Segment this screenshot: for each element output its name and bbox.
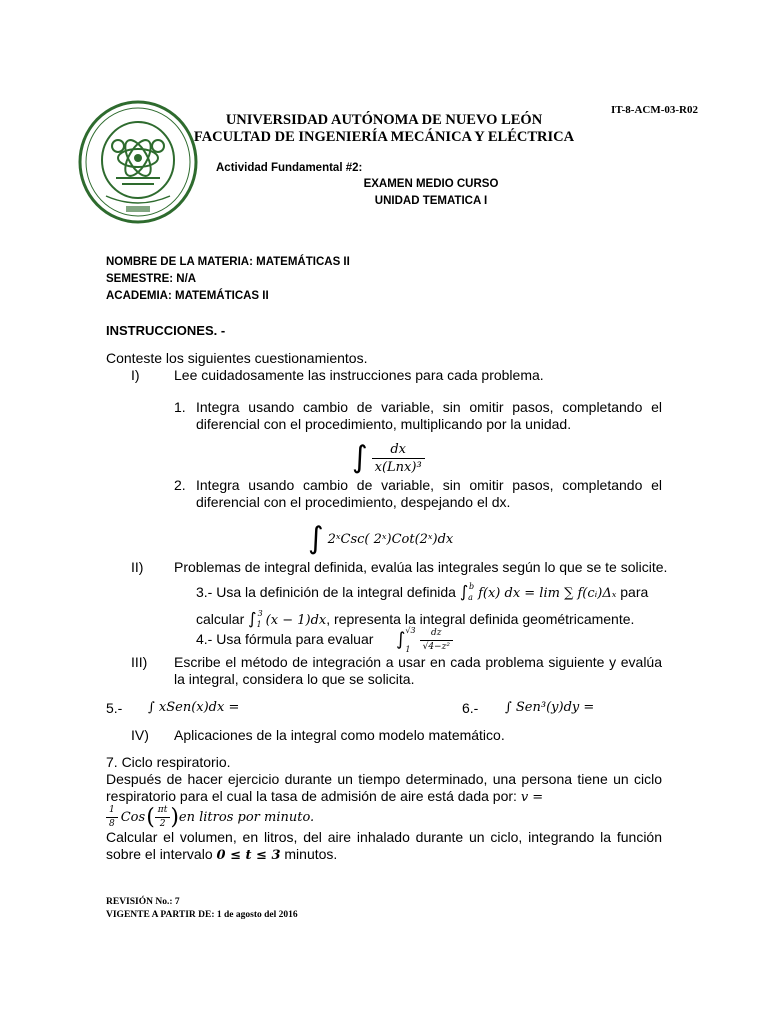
exam-title: EXAMEN MEDIO CURSO — [363, 178, 499, 190]
argument-denominator: 2 — [159, 818, 166, 829]
problem-6-number: 6.- — [462, 700, 479, 716]
university-name: UNIVERSIDAD AUTÓNOMA DE NUEVO LEÓN — [225, 112, 543, 128]
problem-7-v-equals: v = — [520, 790, 544, 805]
integral-upper-bound: b — [468, 582, 475, 591]
section-2-numeral: II) — [131, 559, 144, 575]
problem-1-integral — [352, 438, 425, 478]
problem-4-bounds — [405, 626, 415, 654]
problem-7-title: 7. Ciclo respiratorio. — [106, 754, 231, 770]
problem-2-number: 2. — [174, 477, 186, 493]
integral-sign: ∫ — [248, 609, 257, 628]
unit-title: UNIDAD TEMATICA I — [374, 195, 488, 207]
revision-number: REVISIÓN No.: 7 — [106, 897, 180, 907]
coefficient-fraction — [106, 806, 118, 829]
integral-upper-bound: √3 — [405, 626, 416, 635]
document-code: IT-8-ACM-03-R02 — [611, 104, 698, 116]
valid-from-date: VIGENTE A PARTIR DE: 1 de agosto del 2016 — [106, 910, 298, 920]
coefficient-numerator: 1 — [106, 806, 118, 818]
integral-lower-bound: 1 — [405, 645, 411, 654]
problem-7-description: Después de hacer ejercicio durante un tiempo determinado, una persona tiene un ciclo respiratorio para el cual la tasa de admisión de aire está dada por: — [106, 771, 662, 804]
instructions-intro: Conteste los siguientes cuestionamientos. — [106, 350, 368, 366]
academy: ACADEMIA: MATEMÁTICAS II — [106, 290, 269, 302]
problem-5-number: 5.- — [106, 700, 123, 716]
rate-units: en litros por minuto. — [178, 809, 315, 825]
integral-sign: ∫ — [352, 440, 368, 475]
integral-lower-bound: a — [468, 593, 473, 602]
section-3-text: Escribe el método de integración a usar en cada problema siguiente y evalúa la integral, considera lo que se solicita. — [174, 654, 662, 687]
definite-integral-definition: f(x) dx = lim ∑ f(cᵢ)Δₓ — [478, 586, 617, 601]
problem-2-integral — [308, 521, 454, 556]
subject-name: NOMBRE DE LA MATERIA: MATEMÁTICAS II — [106, 256, 350, 268]
integral-sign: ∫ — [396, 629, 406, 650]
integral-upper-bound: 3 — [257, 609, 263, 618]
close-paren: ) — [170, 804, 179, 830]
problem-3-integrand: (x − 1)dx — [265, 613, 327, 628]
activity-label: Actividad Fundamental #2: — [216, 162, 363, 174]
section-1-numeral: I) — [131, 367, 140, 383]
problem-4-denominator: √4−z² — [422, 641, 450, 652]
problem-1-denominator: x(Lnx)³ — [374, 459, 422, 475]
section-4-text: Aplicaciones de la integral como modelo matemático. — [174, 727, 505, 743]
problem-3-intro: 3.- Usa la definición de la integral definida — [196, 584, 460, 600]
problem-2-expression: 2ˣCsc( 2ˣ)Cot(2ˣ)dx — [327, 531, 454, 547]
coefficient-denominator: 8 — [109, 818, 115, 829]
problem-2-text: Integra usando cambio de variable, sin omitir pasos, completando el diferencial con el procedimiento, despejando el dx. — [196, 477, 662, 510]
problem-1-text: Integra usando cambio de variable, sin omitir pasos, completando el diferencial con el procedimiento, multiplicando por la unidad. — [196, 399, 662, 432]
problem-7-interval: 0 ≤ t ≤ 3 — [216, 848, 281, 863]
argument-numerator: πt — [155, 806, 171, 818]
section-2-text: Problemas de integral definida, evalúa las integrales según lo que se te solicite. — [174, 559, 668, 575]
argument-fraction — [155, 806, 171, 829]
problem-4-text: 4.- Usa fórmula para evaluar — [196, 631, 374, 647]
problem-7-task — [106, 829, 662, 864]
integral-sign: ∫ — [459, 582, 469, 601]
cosine-label: Cos — [120, 809, 146, 825]
problem-3-line-1 — [196, 578, 648, 606]
problem-3-line-1-end: para — [616, 584, 649, 600]
problem-5-expression: ∫ xSen(x)dx = — [148, 700, 240, 715]
faculty-name: FACULTAD DE INGENIERÍA MECÁNICA Y ELÉCTRICA — [193, 129, 575, 145]
problem-7-text — [106, 771, 662, 806]
problem-1-fraction — [372, 443, 425, 474]
section-4-numeral: IV) — [131, 727, 149, 743]
problem-7-task-end: minutos. — [284, 846, 338, 862]
integral-sign: ∫ — [308, 521, 324, 556]
problem-4-numerator: dz — [420, 629, 453, 641]
semester: SEMESTRE: N/A — [106, 273, 197, 285]
problem-7-task-text: Calcular el volumen, en litros, del aire inhalado durante un ciclo, integrando la función sobre el intervalo — [106, 829, 662, 862]
problem-1-numerator: dx — [372, 443, 425, 459]
problem-4-fraction — [420, 629, 453, 652]
problem-3-calculate: calcular — [196, 611, 249, 627]
problem-3-line-2-end: , representa la integral definida geométricamente. — [326, 611, 635, 627]
problem-6-expression: ∫ Sen³(y)dy = — [505, 700, 595, 715]
integral-lower-bound: 1 — [256, 620, 262, 629]
problem-1-number: 1. — [174, 399, 186, 415]
problem-4-integral — [396, 624, 453, 656]
open-paren: ( — [146, 804, 155, 830]
problem-7-rate-function — [106, 805, 314, 829]
instructions-heading: INSTRUCCIONES. - — [106, 323, 226, 338]
section-3-numeral: III) — [131, 654, 148, 670]
section-1-text: Lee cuidadosamente las instrucciones para cada problema. — [174, 367, 544, 383]
